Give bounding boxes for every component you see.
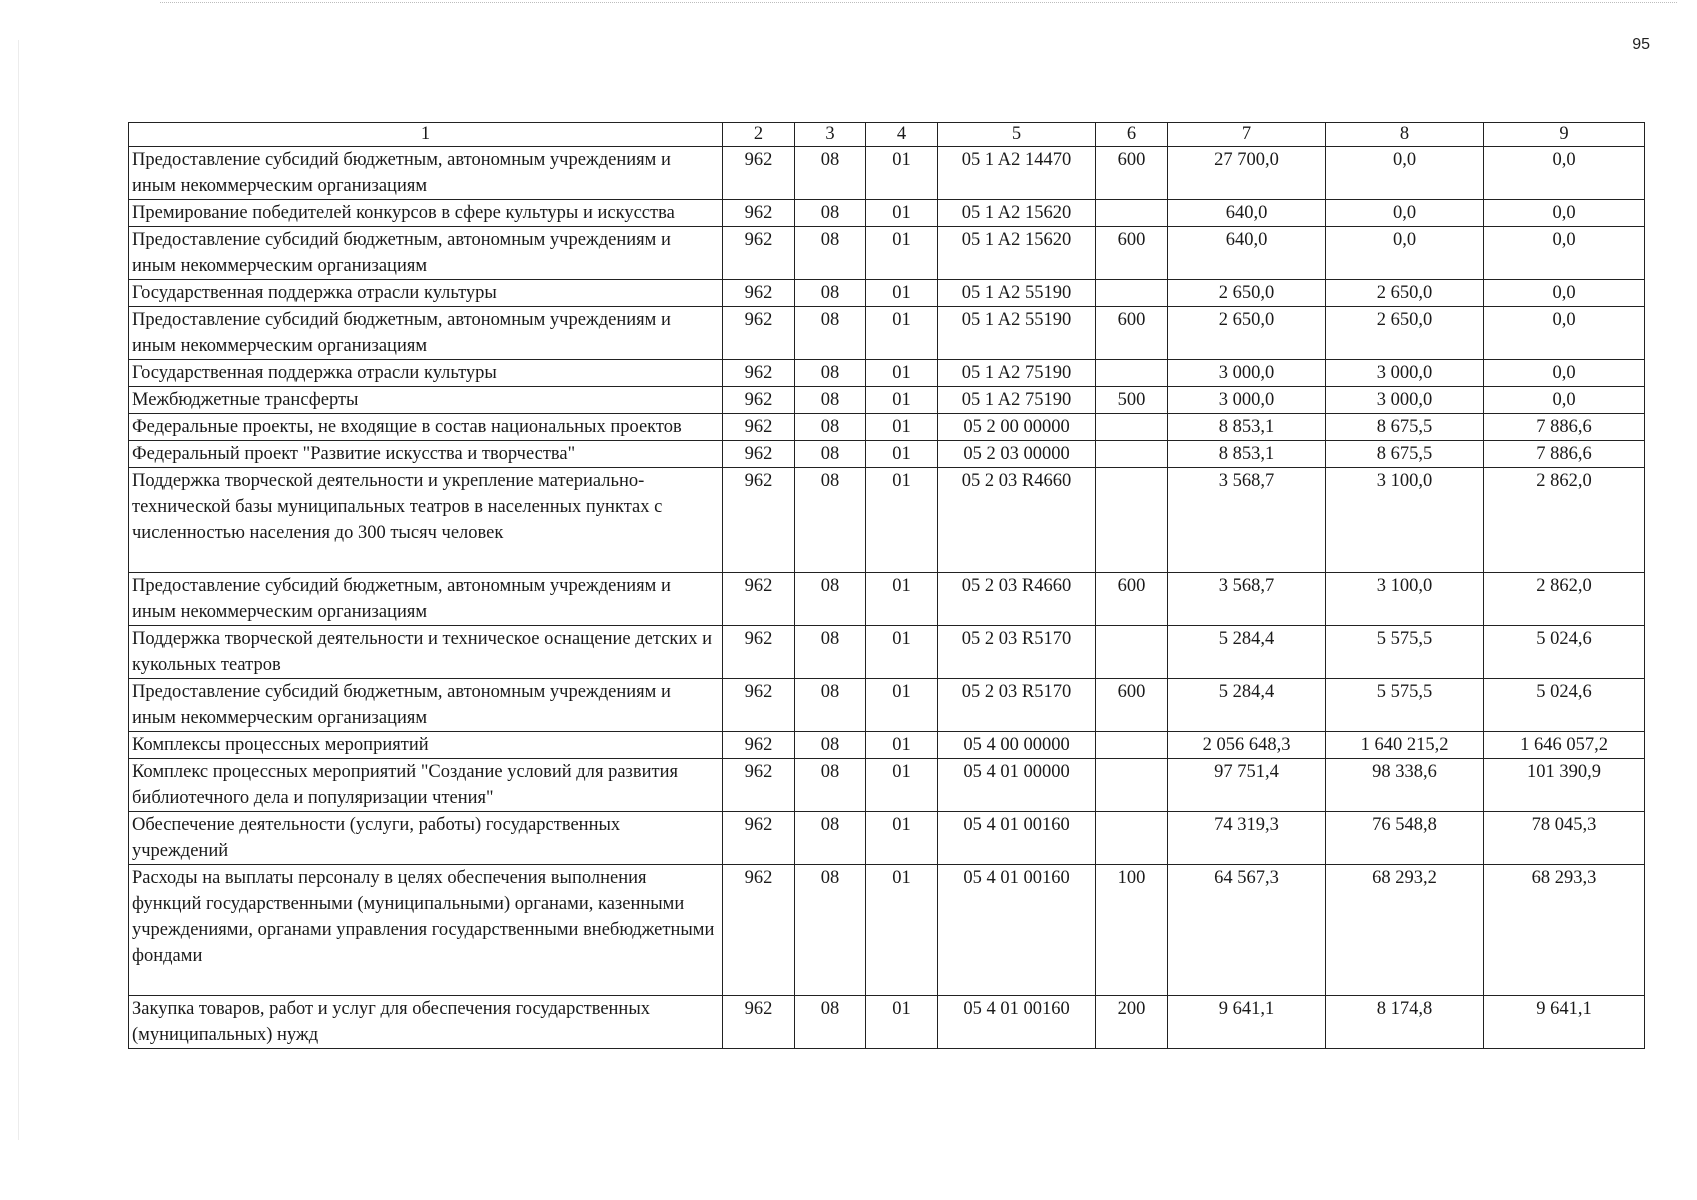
- table-row: [129, 414, 1645, 441]
- header-cell: 7: [1168, 123, 1326, 147]
- amount-year2-cell: 1 640 215,2: [1326, 732, 1484, 759]
- table-row: [129, 147, 1645, 200]
- row-name-cell: Премирование победителей конкурсов в сфере культуры и искусства: [129, 200, 723, 227]
- grbs-cell: 962: [723, 387, 795, 414]
- target-article-cell: 05 1 A2 75190: [938, 387, 1096, 414]
- budget-table: [128, 122, 1645, 1049]
- subsection-cell: 01: [866, 414, 938, 441]
- subsection-cell: 01: [866, 280, 938, 307]
- scan-left-edge: [18, 40, 19, 1140]
- expense-type-cell: 200: [1096, 996, 1168, 1049]
- row-name-cell: Предоставление субсидий бюджетным, автономным учреждениям и иным некоммерческим организациям: [129, 227, 723, 280]
- amount-year3-cell: 0,0: [1484, 307, 1645, 360]
- section-cell: 08: [795, 865, 866, 996]
- table-row: [129, 732, 1645, 759]
- expense-type-cell: [1096, 200, 1168, 227]
- amount-year2-cell: 5 575,5: [1326, 626, 1484, 679]
- table-row: [129, 679, 1645, 732]
- amount-year1-cell: 8 853,1: [1168, 414, 1326, 441]
- row-name-cell: Закупка товаров, работ и услуг для обеспечения государственных (муниципальных) нужд: [129, 996, 723, 1049]
- subsection-cell: 01: [866, 441, 938, 468]
- section-cell: 08: [795, 200, 866, 227]
- section-cell: 08: [795, 147, 866, 200]
- table-row: [129, 759, 1645, 812]
- subsection-cell: 01: [866, 626, 938, 679]
- grbs-cell: 962: [723, 414, 795, 441]
- amount-year2-cell: 3 100,0: [1326, 468, 1484, 573]
- subsection-cell: 01: [866, 812, 938, 865]
- table-row: [129, 307, 1645, 360]
- grbs-cell: 962: [723, 441, 795, 468]
- amount-year1-cell: 3 568,7: [1168, 468, 1326, 573]
- grbs-cell: 962: [723, 626, 795, 679]
- table-body: [129, 123, 1645, 1049]
- grbs-cell: 962: [723, 468, 795, 573]
- grbs-cell: 962: [723, 227, 795, 280]
- grbs-cell: 962: [723, 280, 795, 307]
- amount-year1-cell: 5 284,4: [1168, 626, 1326, 679]
- target-article-cell: 05 1 A2 15620: [938, 200, 1096, 227]
- target-article-cell: 05 4 01 00000: [938, 759, 1096, 812]
- table-row: [129, 865, 1645, 996]
- subsection-cell: 01: [866, 227, 938, 280]
- target-article-cell: 05 2 03 R5170: [938, 626, 1096, 679]
- expense-type-cell: [1096, 280, 1168, 307]
- amount-year3-cell: 5 024,6: [1484, 626, 1645, 679]
- header-cell: 1: [129, 123, 723, 147]
- target-article-cell: 05 1 A2 55190: [938, 307, 1096, 360]
- amount-year2-cell: 2 650,0: [1326, 307, 1484, 360]
- table-header-row: [129, 123, 1645, 147]
- expense-type-cell: 600: [1096, 147, 1168, 200]
- amount-year3-cell: 0,0: [1484, 200, 1645, 227]
- grbs-cell: 962: [723, 732, 795, 759]
- amount-year3-cell: 7 886,6: [1484, 414, 1645, 441]
- amount-year2-cell: 8 174,8: [1326, 996, 1484, 1049]
- target-article-cell: 05 1 A2 75190: [938, 360, 1096, 387]
- row-name-cell: Поддержка творческой деятельности и укрепление материально-технической базы муниципальных театров в населенных пунктах с численностью населения до 300 тысяч человек: [129, 468, 723, 573]
- target-article-cell: 05 2 03 R4660: [938, 468, 1096, 573]
- amount-year2-cell: 5 575,5: [1326, 679, 1484, 732]
- amount-year2-cell: 0,0: [1326, 227, 1484, 280]
- table-row: [129, 812, 1645, 865]
- table-row: [129, 280, 1645, 307]
- expense-type-cell: [1096, 441, 1168, 468]
- expense-type-cell: [1096, 759, 1168, 812]
- table-row: [129, 468, 1645, 573]
- header-cell: 2: [723, 123, 795, 147]
- subsection-cell: 01: [866, 468, 938, 573]
- target-article-cell: 05 2 03 R5170: [938, 679, 1096, 732]
- section-cell: 08: [795, 441, 866, 468]
- target-article-cell: 05 4 00 00000: [938, 732, 1096, 759]
- section-cell: 08: [795, 468, 866, 573]
- target-article-cell: 05 2 03 00000: [938, 441, 1096, 468]
- amount-year3-cell: 68 293,3: [1484, 865, 1645, 996]
- amount-year1-cell: 3 568,7: [1168, 573, 1326, 626]
- amount-year3-cell: 7 886,6: [1484, 441, 1645, 468]
- row-name-cell: Государственная поддержка отрасли культуры: [129, 280, 723, 307]
- row-name-cell: Расходы на выплаты персоналу в целях обеспечения выполнения функций государственными (муниципальными) органами, казенными учреждениями, органами управления государственными внебюджетными фондами: [129, 865, 723, 996]
- subsection-cell: 01: [866, 200, 938, 227]
- row-name-cell: Предоставление субсидий бюджетным, автономным учреждениям и иным некоммерческим организациям: [129, 147, 723, 200]
- subsection-cell: 01: [866, 865, 938, 996]
- header-cell: 9: [1484, 123, 1645, 147]
- section-cell: 08: [795, 759, 866, 812]
- section-cell: 08: [795, 812, 866, 865]
- amount-year1-cell: 2 650,0: [1168, 307, 1326, 360]
- row-name-cell: Федеральные проекты, не входящие в состав национальных проектов: [129, 414, 723, 441]
- table-row: [129, 573, 1645, 626]
- section-cell: 08: [795, 414, 866, 441]
- subsection-cell: 01: [866, 307, 938, 360]
- section-cell: 08: [795, 679, 866, 732]
- grbs-cell: 962: [723, 679, 795, 732]
- table-row: [129, 387, 1645, 414]
- expense-type-cell: [1096, 732, 1168, 759]
- grbs-cell: 962: [723, 996, 795, 1049]
- subsection-cell: 01: [866, 147, 938, 200]
- target-article-cell: 05 4 01 00160: [938, 812, 1096, 865]
- amount-year2-cell: 8 675,5: [1326, 414, 1484, 441]
- amount-year1-cell: 2 650,0: [1168, 280, 1326, 307]
- expense-type-cell: [1096, 468, 1168, 573]
- header-cell: 4: [866, 123, 938, 147]
- grbs-cell: 962: [723, 360, 795, 387]
- amount-year3-cell: 0,0: [1484, 147, 1645, 200]
- section-cell: 08: [795, 280, 866, 307]
- grbs-cell: 962: [723, 865, 795, 996]
- amount-year3-cell: 5 024,6: [1484, 679, 1645, 732]
- amount-year1-cell: 640,0: [1168, 200, 1326, 227]
- amount-year3-cell: 1 646 057,2: [1484, 732, 1645, 759]
- row-name-cell: Межбюджетные трансферты: [129, 387, 723, 414]
- amount-year2-cell: 76 548,8: [1326, 812, 1484, 865]
- amount-year2-cell: 3 100,0: [1326, 573, 1484, 626]
- amount-year1-cell: 74 319,3: [1168, 812, 1326, 865]
- target-article-cell: 05 1 A2 15620: [938, 227, 1096, 280]
- table-row: [129, 360, 1645, 387]
- subsection-cell: 01: [866, 387, 938, 414]
- amount-year1-cell: 9 641,1: [1168, 996, 1326, 1049]
- target-article-cell: 05 2 03 R4660: [938, 573, 1096, 626]
- section-cell: 08: [795, 732, 866, 759]
- row-name-cell: Государственная поддержка отрасли культуры: [129, 360, 723, 387]
- grbs-cell: 962: [723, 147, 795, 200]
- amount-year1-cell: 5 284,4: [1168, 679, 1326, 732]
- scan-top-edge: [160, 2, 1677, 3]
- row-name-cell: Предоставление субсидий бюджетным, автономным учреждениям и иным некоммерческим организациям: [129, 573, 723, 626]
- expense-type-cell: [1096, 626, 1168, 679]
- grbs-cell: 962: [723, 759, 795, 812]
- section-cell: 08: [795, 996, 866, 1049]
- amount-year3-cell: 2 862,0: [1484, 573, 1645, 626]
- subsection-cell: 01: [866, 360, 938, 387]
- amount-year2-cell: 98 338,6: [1326, 759, 1484, 812]
- section-cell: 08: [795, 227, 866, 280]
- amount-year2-cell: 3 000,0: [1326, 387, 1484, 414]
- amount-year1-cell: 8 853,1: [1168, 441, 1326, 468]
- grbs-cell: 962: [723, 200, 795, 227]
- row-name-cell: Федеральный проект "Развитие искусства и творчества": [129, 441, 723, 468]
- expense-type-cell: 500: [1096, 387, 1168, 414]
- table-row: [129, 200, 1645, 227]
- amount-year2-cell: 0,0: [1326, 147, 1484, 200]
- section-cell: 08: [795, 360, 866, 387]
- amount-year3-cell: 0,0: [1484, 227, 1645, 280]
- table-row: [129, 996, 1645, 1049]
- amount-year1-cell: 97 751,4: [1168, 759, 1326, 812]
- amount-year3-cell: 0,0: [1484, 387, 1645, 414]
- grbs-cell: 962: [723, 573, 795, 626]
- subsection-cell: 01: [866, 996, 938, 1049]
- header-cell: 8: [1326, 123, 1484, 147]
- subsection-cell: 01: [866, 759, 938, 812]
- target-article-cell: 05 2 00 00000: [938, 414, 1096, 441]
- table-row: [129, 227, 1645, 280]
- target-article-cell: 05 4 01 00160: [938, 996, 1096, 1049]
- table-row: [129, 441, 1645, 468]
- amount-year3-cell: 0,0: [1484, 280, 1645, 307]
- row-name-cell: Обеспечение деятельности (услуги, работы) государственных учреждений: [129, 812, 723, 865]
- section-cell: 08: [795, 307, 866, 360]
- amount-year3-cell: 0,0: [1484, 360, 1645, 387]
- row-name-cell: Комплексы процессных мероприятий: [129, 732, 723, 759]
- amount-year1-cell: 3 000,0: [1168, 360, 1326, 387]
- amount-year3-cell: 2 862,0: [1484, 468, 1645, 573]
- amount-year1-cell: 64 567,3: [1168, 865, 1326, 996]
- section-cell: 08: [795, 626, 866, 679]
- row-name-cell: Предоставление субсидий бюджетным, автономным учреждениям и иным некоммерческим организациям: [129, 679, 723, 732]
- row-name-cell: Поддержка творческой деятельности и техническое оснащение детских и кукольных театров: [129, 626, 723, 679]
- amount-year1-cell: 2 056 648,3: [1168, 732, 1326, 759]
- subsection-cell: 01: [866, 573, 938, 626]
- expense-type-cell: 600: [1096, 227, 1168, 280]
- table-row: [129, 626, 1645, 679]
- amount-year2-cell: 68 293,2: [1326, 865, 1484, 996]
- section-cell: 08: [795, 573, 866, 626]
- amount-year3-cell: 101 390,9: [1484, 759, 1645, 812]
- header-cell: 6: [1096, 123, 1168, 147]
- target-article-cell: 05 1 A2 14470: [938, 147, 1096, 200]
- amount-year3-cell: 9 641,1: [1484, 996, 1645, 1049]
- expense-type-cell: [1096, 812, 1168, 865]
- header-cell: 5: [938, 123, 1096, 147]
- page-number: 95: [1632, 36, 1650, 53]
- target-article-cell: 05 4 01 00160: [938, 865, 1096, 996]
- amount-year1-cell: 640,0: [1168, 227, 1326, 280]
- amount-year2-cell: 0,0: [1326, 200, 1484, 227]
- amount-year3-cell: 78 045,3: [1484, 812, 1645, 865]
- expense-type-cell: 100: [1096, 865, 1168, 996]
- section-cell: 08: [795, 387, 866, 414]
- amount-year2-cell: 8 675,5: [1326, 441, 1484, 468]
- grbs-cell: 962: [723, 812, 795, 865]
- amount-year2-cell: 2 650,0: [1326, 280, 1484, 307]
- target-article-cell: 05 1 A2 55190: [938, 280, 1096, 307]
- row-name-cell: Комплекс процессных мероприятий "Создание условий для развития библиотечного дела и популяризации чтения": [129, 759, 723, 812]
- amount-year1-cell: 27 700,0: [1168, 147, 1326, 200]
- expense-type-cell: 600: [1096, 679, 1168, 732]
- amount-year2-cell: 3 000,0: [1326, 360, 1484, 387]
- grbs-cell: 962: [723, 307, 795, 360]
- expense-type-cell: 600: [1096, 307, 1168, 360]
- expense-type-cell: [1096, 360, 1168, 387]
- subsection-cell: 01: [866, 732, 938, 759]
- expense-type-cell: [1096, 414, 1168, 441]
- expense-type-cell: 600: [1096, 573, 1168, 626]
- row-name-cell: Предоставление субсидий бюджетным, автономным учреждениям и иным некоммерческим организациям: [129, 307, 723, 360]
- header-cell: 3: [795, 123, 866, 147]
- amount-year1-cell: 3 000,0: [1168, 387, 1326, 414]
- subsection-cell: 01: [866, 679, 938, 732]
